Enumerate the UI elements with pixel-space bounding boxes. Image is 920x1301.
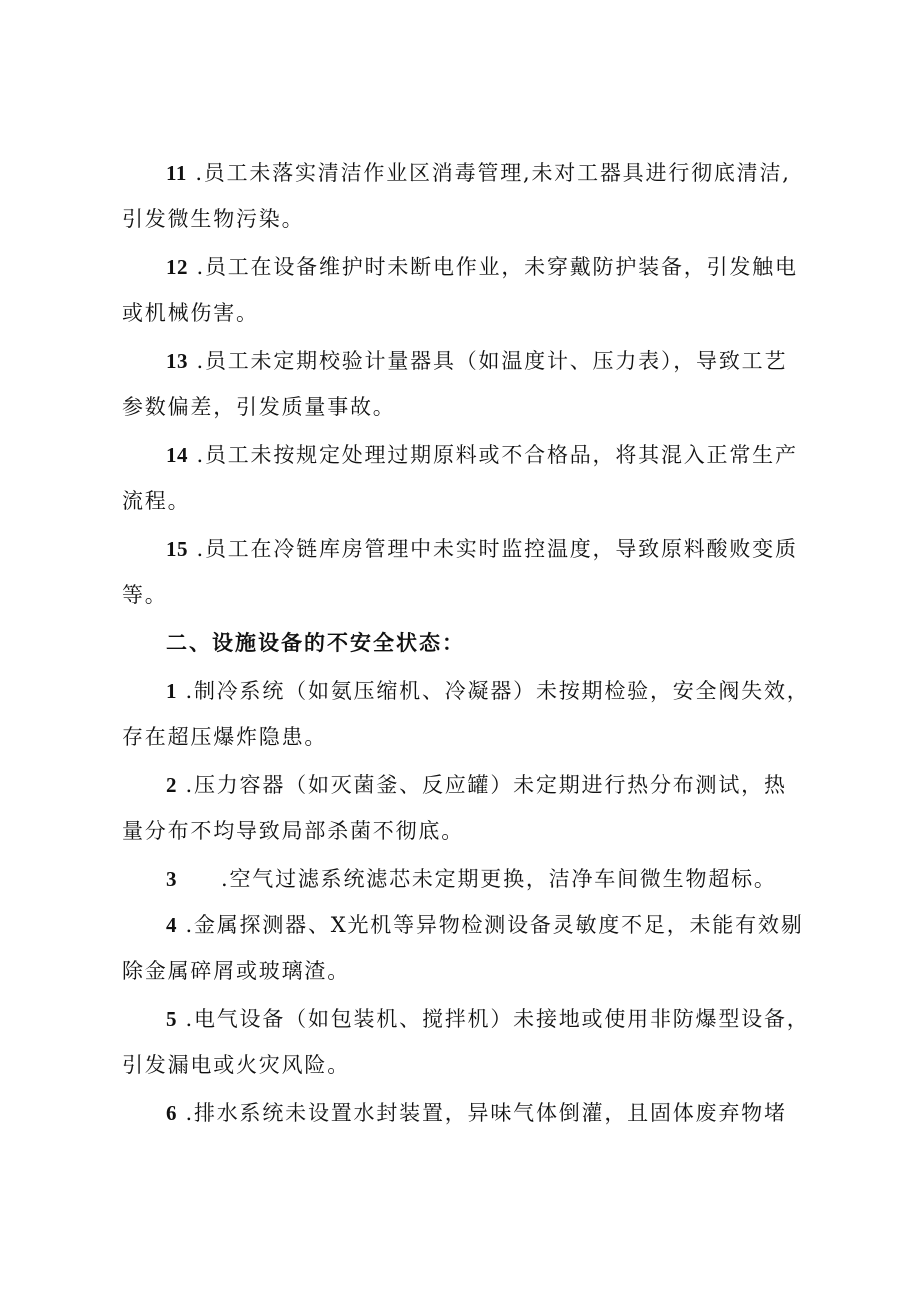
item-text: .员工未按规定处理过期原料或不合格品，将其混入正常生产 bbox=[188, 443, 798, 467]
list-item-14-line2: 流程。 bbox=[122, 489, 191, 513]
item-number: 2 bbox=[166, 773, 177, 797]
item-number: 6 bbox=[166, 1101, 177, 1125]
list-item-15-line2: 等。 bbox=[122, 583, 168, 607]
list-item-6-line1 bbox=[166, 1098, 787, 1128]
item-number: 15 bbox=[166, 537, 188, 561]
list-item-2-line1 bbox=[166, 770, 787, 800]
item-text: .压力容器（如灭菌釜、反应罐）未定期进行热分布测试，热 bbox=[177, 773, 787, 797]
item-number: 12 bbox=[166, 255, 188, 279]
item-number: 5 bbox=[166, 1007, 177, 1031]
list-item-3-line1 bbox=[166, 864, 777, 894]
list-item-4-line2: 除金属碎屑或玻璃渣。 bbox=[122, 959, 350, 983]
item-text: .空气过滤系统滤芯未定期更换，洁净车间微生物超标。 bbox=[221, 867, 777, 891]
list-item-5-line2: 引发漏电或火灾风险。 bbox=[122, 1053, 350, 1077]
item-number: 11 bbox=[166, 161, 187, 185]
item-text: .员工在设备维护时未断电作业，未穿戴防护装备，引发触电 bbox=[188, 255, 798, 279]
item-number: 3 bbox=[166, 867, 177, 891]
item-text: .金属探测器、X光机等异物检测设备灵敏度不足，未能有效剔 bbox=[177, 913, 804, 937]
list-item-12-line1 bbox=[166, 252, 798, 282]
list-item-5-line1 bbox=[166, 1004, 810, 1034]
list-item-13-line1 bbox=[166, 346, 787, 376]
list-item-11-line1 bbox=[166, 158, 791, 188]
item-text: .制冷系统（如氨压缩机、冷凝器）未按期检验，安全阀失效， bbox=[177, 679, 810, 703]
list-item-2-line2: 量分布不均导致局部杀菌不彻底。 bbox=[122, 819, 464, 843]
item-text: .员工未落实清洁作业区消毒管理,未对工器具进行彻底清洁, bbox=[186, 161, 791, 185]
item-text: .员工在冷链库房管理中未实时监控温度，导致原料酸败变质 bbox=[188, 537, 798, 561]
section-heading: 二、设施设备的不安全状态： bbox=[166, 630, 465, 655]
item-number: 14 bbox=[166, 443, 188, 467]
item-text: .排水系统未设置水封装置，异味气体倒灌，且固体废弃物堵 bbox=[177, 1101, 787, 1125]
item-text: .员工未定期校验计量器具（如温度计、压力表），导致工艺 bbox=[188, 349, 788, 373]
item-number: 4 bbox=[166, 913, 177, 937]
item-number: 1 bbox=[166, 679, 177, 703]
list-item-13-line2: 参数偏差，引发质量事故。 bbox=[122, 395, 396, 419]
list-item-14-line1 bbox=[166, 440, 798, 470]
list-item-4-line1 bbox=[166, 910, 804, 940]
list-item-12-line2: 或机械伤害。 bbox=[122, 301, 259, 325]
list-item-1-line1 bbox=[166, 676, 810, 706]
list-item-11-line2: 引发微生物污染。 bbox=[122, 207, 305, 231]
list-item-15-line1 bbox=[166, 534, 798, 564]
item-number: 13 bbox=[166, 349, 188, 373]
list-item-1-line2: 存在超压爆炸隐患。 bbox=[122, 725, 328, 749]
item-text: .电气设备（如包装机、搅拌机）未接地或使用非防爆型设备， bbox=[177, 1007, 810, 1031]
